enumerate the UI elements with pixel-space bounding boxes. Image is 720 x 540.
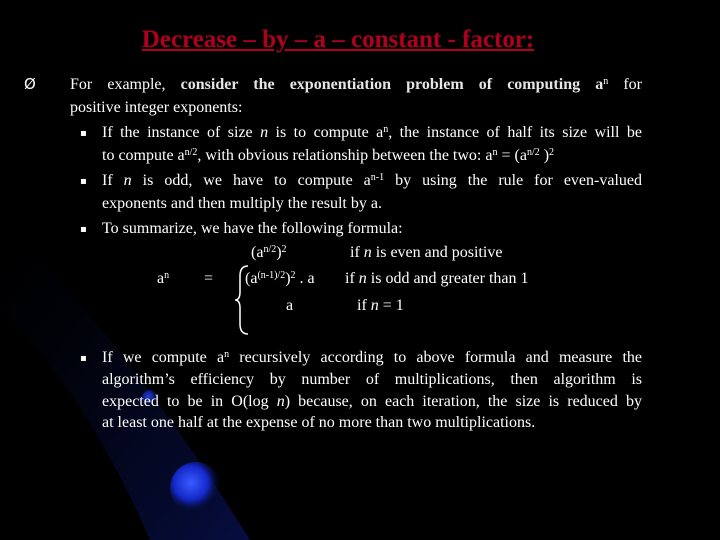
square-bullet-icon: ▪ — [80, 128, 87, 139]
square-bullet-icon: ▪ — [80, 176, 87, 187]
slide-title: Decrease – by – a – constant - factor: — [141, 26, 535, 53]
decorative-orb — [170, 462, 222, 514]
case-3-condition: if n = 1 — [357, 297, 404, 314]
bullet-1-line-1: If the instance of size n is to compute $a^n$, the instance of half its size will be — [102, 124, 642, 141]
bullet-4-line-3: expected to be in O(log n) because, on each iteration, the size is reduced by — [102, 393, 642, 410]
case-2-expression: $(a^{(n-1)/2})^2$ . a — [245, 270, 315, 287]
arrow-bullet-icon: Ø — [24, 75, 36, 93]
case-2-condition: if n is odd and greater than 1 — [345, 270, 529, 287]
square-bullet-icon: ▪ — [80, 224, 87, 235]
square-bullet-icon: ▪ — [80, 353, 87, 364]
bullet-2-line-1: If n is odd, we have to compute $a^{n-1}$ by using the rule for even-valued — [102, 172, 643, 189]
case-1-expression: $(a^{n/2})^2$ — [251, 244, 287, 261]
bullet-1-line-2: to compute $a^{n/2}$, with obvious relationship between the two: $a^n = (a^{n/2}$ )$^2$ — [102, 147, 555, 164]
case-1-condition: if n is even and positive — [350, 244, 503, 261]
case-3-expression: a — [286, 297, 294, 314]
intro-line-2: positive integer exponents: — [70, 99, 243, 116]
bullet-4-line-2: algorithm’s efficiency by number of multiplications, then algorithm is — [102, 371, 642, 388]
bullet-3-text: To summarize, we have the following formula: — [102, 220, 403, 237]
bullet-4-line-1: If we compute $a^n$ recursively according to above formula and measure the — [102, 349, 642, 366]
bullet-4-line-4: at least one half at the expense of no more than two multiplications. — [102, 414, 536, 431]
formula-lhs: $a^n$ — [157, 270, 170, 287]
intro-line-1: For example, consider the exponentiation problem of computing $a^n$ for — [70, 76, 643, 93]
formula-equals: = — [204, 270, 214, 287]
bullet-2-line-2: exponents and then multiply the result by a. — [102, 195, 382, 212]
